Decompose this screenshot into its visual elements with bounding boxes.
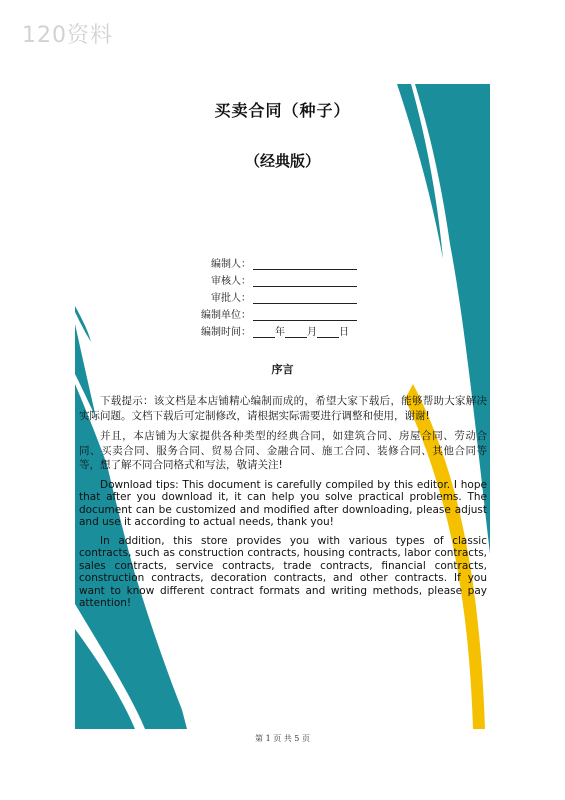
blank-line [253,327,275,338]
field-label: 编制人： [211,259,251,270]
day-label: 日 [339,327,349,338]
paragraph: 下载提示：该文档是本店铺精心编制而成的，希望大家下载后，能够帮助大家解决实际问题。文档下载后可定制修改，请根据实际需要进行调整和使用，谢谢! [79,395,487,422]
field-approver [193,290,357,307]
blank-line [317,327,339,338]
month-label: 月 [307,327,317,338]
field-label: 审批人： [211,293,251,304]
document-page [75,84,490,729]
field-date [193,324,357,341]
field-label: 审核人： [211,276,251,287]
preface-body [79,394,487,616]
blank-line [253,276,357,287]
paragraph: Download tips: This document is carefully compiled by this editor. I hope that after you download it, it can help you solve practical problems. The document can be customized and modified after downloading, please adjust and use it according to actual needs, thank you! [79,478,487,528]
preface-title: 序言 [271,363,294,376]
document-subtitle: （经典版） [244,152,320,170]
field-label: 编制单位： [201,310,251,321]
watermark: 120资料 [22,23,113,48]
blank-line [253,259,357,270]
page-number: 第 1 页 共 5 页 [255,734,310,743]
field-label: 编制时间： [201,327,251,338]
document-title: 买卖合同（种子） [214,101,351,120]
blank-line [285,327,307,338]
field-unit [193,307,357,324]
blank-line [253,310,357,321]
field-editor [193,256,357,273]
paragraph: 并且，本店铺为大家提供各种类型的经典合同，如建筑合同、房屋合同、劳动合同、买卖合同、服务合同、贸易合同、金融合同、施工合同、装修合同、其他合同等等，想了解不同合同格式和写法，敬请关注! [79,430,487,471]
paragraph: In addition, this store provides you with various types of classic contracts, such as construction contracts, housing contracts, labor contracts, sales contracts, service contracts, trade contracts, financial contracts, construction contracts, decoration contracts, and other contracts. If you want to know different contract formats and writing methods, please pay attention! [79,534,487,609]
year-label: 年 [275,327,285,338]
signature-fields [193,256,357,341]
field-reviewer [193,273,357,290]
blank-line [253,293,357,304]
